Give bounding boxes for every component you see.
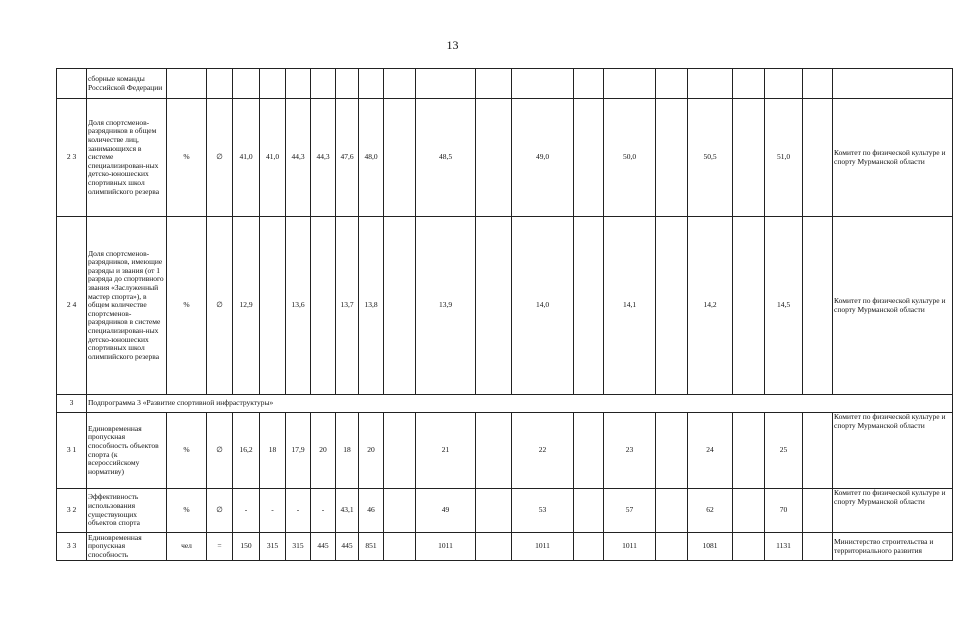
value-cell: - [233,489,260,533]
value-cell [384,217,416,395]
responsible-cell: Министерство строительства и территориального развития [833,533,953,561]
value-cell [574,489,604,533]
value-cell: 1131 [765,533,803,561]
value-cell [260,217,286,395]
indicator-name: Единовременная пропускная способность объектов спорта (к всероссийскому нормативу) [87,413,167,489]
value-cell [656,217,688,395]
value-cell: 57 [604,489,656,533]
value-cell: 13,7 [336,217,359,395]
value-cell: - [311,489,336,533]
value-cell: 18 [260,413,286,489]
value-cell: 13,9 [416,217,476,395]
value-cell [574,533,604,561]
table-row [57,413,953,489]
value-cell [733,413,765,489]
value-cell [574,99,604,217]
value-cell: 44,3 [311,99,336,217]
value-cell: 51,0 [765,99,803,217]
page-number: 13 [446,38,459,52]
row-number: 3 [57,395,87,413]
value-cell: 24 [688,413,733,489]
responsible-cell: Комитет по физической культуре и спорту Мурманской области [833,489,953,533]
value-cell: 50,5 [688,99,733,217]
value-cell: 14,1 [604,217,656,395]
indicator-name: Эффективность использования существующих объектов спорта [87,489,167,533]
value-cell: 49 [416,489,476,533]
sign-cell: ∅ [207,489,233,533]
value-cell [733,217,765,395]
value-cell: 41,0 [260,99,286,217]
value-cell [476,217,512,395]
sign-cell: ∅ [207,217,233,395]
value-cell [574,413,604,489]
value-cell: 851 [359,533,384,561]
value-cell: 22 [512,413,574,489]
subprogram-title: Подпрограмма 3 «Развитие спортивной инфраструктуры» [87,395,953,413]
value-cell: 18 [336,413,359,489]
table-row [57,217,953,395]
unit-cell: % [167,489,207,533]
unit-cell: % [167,99,207,217]
subprogram-row [57,395,953,413]
value-cell: 48,5 [416,99,476,217]
value-cell: 44,3 [286,99,311,217]
table-row [57,533,953,561]
value-cell: 46 [359,489,384,533]
sign-cell: ∅ [207,413,233,489]
value-cell: 43,1 [336,489,359,533]
table-row [57,69,953,99]
value-cell: 1081 [688,533,733,561]
sign-cell: = [207,533,233,561]
value-cell: 20 [359,413,384,489]
value-cell: 14,2 [688,217,733,395]
value-cell: 1011 [416,533,476,561]
value-cell [384,413,416,489]
value-cell: 14,5 [765,217,803,395]
value-cell [656,413,688,489]
table-row [57,99,953,217]
responsible-cell: Комитет по физической культуре и спорту Мурманской области [833,217,953,395]
indicator-name: Доля спортсменов-разрядников, имеющие разряды и звания (от 1 разряда до спортивного звания «Заслуженный мастер спорта»), в общем количестве спортсменов-разрядников в системе специализирован-ных детско-юношеских спортивных школ олимпийского резерва [87,217,167,395]
unit-cell: % [167,413,207,489]
value-cell: 17,9 [286,413,311,489]
value-cell [476,489,512,533]
value-cell [311,217,336,395]
value-cell: - [286,489,311,533]
value-cell [384,489,416,533]
value-cell: 21 [416,413,476,489]
value-cell: - [260,489,286,533]
value-cell [656,489,688,533]
value-cell: 53 [512,489,574,533]
value-cell: 70 [765,489,803,533]
indicator-name: сборные команды Российской Федерации [87,69,167,99]
value-cell [476,99,512,217]
indicators-table [56,68,953,561]
value-cell: 25 [765,413,803,489]
value-cell: 23 [604,413,656,489]
value-cell: 49,0 [512,99,574,217]
value-cell: 315 [286,533,311,561]
sign-cell: ∅ [207,99,233,217]
value-cell: 14,0 [512,217,574,395]
value-cell: 13,8 [359,217,384,395]
unit-cell: чел [167,533,207,561]
value-cell [656,533,688,561]
value-cell [384,533,416,561]
value-cell: 62 [688,489,733,533]
value-cell [733,489,765,533]
row-number: 3 1 [57,413,87,489]
value-cell [384,99,416,217]
value-cell: 41,0 [233,99,260,217]
value-cell: 315 [260,533,286,561]
value-cell: 48,0 [359,99,384,217]
responsible-cell: Комитет по физической культуре и спорту Мурманской области [833,413,953,489]
row-number: 2 4 [57,217,87,395]
value-cell [476,413,512,489]
table-row [57,489,953,533]
value-cell: 1011 [512,533,574,561]
value-cell: 150 [233,533,260,561]
value-cell [476,533,512,561]
value-cell: 20 [311,413,336,489]
value-cell [733,533,765,561]
value-cell [574,217,604,395]
value-cell: 445 [311,533,336,561]
indicator-name: Единовременная пропускная способность [87,533,167,561]
value-cell: 13,6 [286,217,311,395]
value-cell: 47,6 [336,99,359,217]
value-cell: 1011 [604,533,656,561]
value-cell [733,99,765,217]
row-number: 2 3 [57,99,87,217]
value-cell: 50,0 [604,99,656,217]
row-number: 3 3 [57,533,87,561]
value-cell [656,99,688,217]
value-cell: 445 [336,533,359,561]
value-cell: 16,2 [233,413,260,489]
responsible-cell: Комитет по физической культуре и спорту Мурманской области [833,99,953,217]
row-number: 3 2 [57,489,87,533]
value-cell: 12,9 [233,217,260,395]
indicator-name: Доля спортсменов-разрядников в общем количестве лиц, занимающихся в системе специализирован-ных детско-юношеских спортивных школ олимпийского резерва [87,99,167,217]
unit-cell: % [167,217,207,395]
